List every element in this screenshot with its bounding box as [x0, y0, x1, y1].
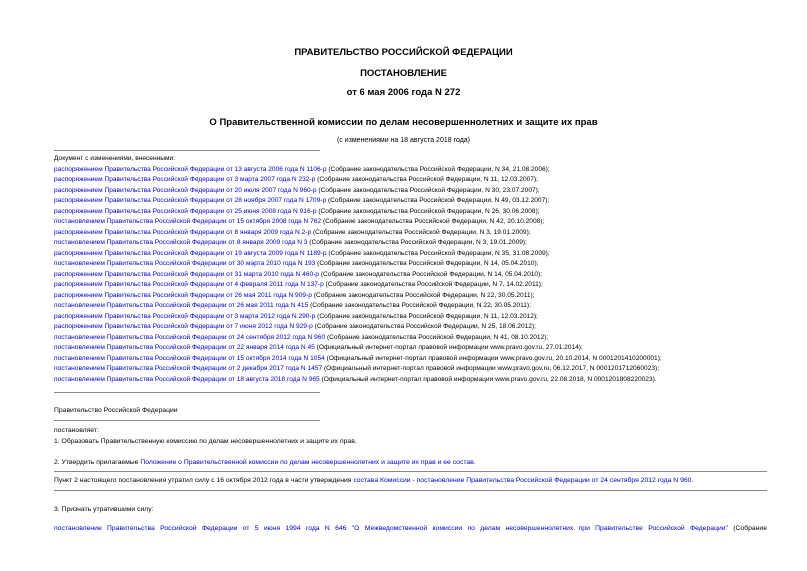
divider-note-top: [54, 471, 767, 472]
revision-note: (с изменениями на 18 августа 2018 года): [336, 137, 471, 144]
amendment-item: [54, 207, 794, 218]
amendment-link[interactable]: постановлением Правительства Российской Федерации от 8 января 2009 года N 3: [54, 239, 308, 246]
amendment-source: (Собрание законодательства Российской Федерации, N 11, 12.03.2007);: [315, 176, 538, 183]
amendment-source: (Собрание законодательства Российской Федерации, N 42, 20.10.2008);: [321, 218, 545, 225]
amendment-link[interactable]: постановлением Правительства Российской Федерации от 26 мая 2011 года N 415: [54, 302, 309, 309]
composition-link[interactable]: состава Комиссии - постановление Правительства Российской Федерации от 24 сентября 2012 года N 960: [353, 477, 692, 484]
amendment-item: [54, 312, 794, 323]
issuer: Правительство Российской Федерации: [54, 407, 178, 414]
amendment-source: (Собрание законодательства Российской Федерации, N 22, 30.05.2011);: [311, 291, 535, 299]
amendment-link[interactable]: распоряжением Правительства Российской Федерации от 3 марта 2007 года N 232-р: [54, 176, 316, 183]
amendment-source: (Собрание законодательства Российской Федерации, N 41, 08.10.2012);: [325, 333, 549, 341]
amendment-link[interactable]: постановлением Правительства Российской Федерации от 22 января 2014 года N 45: [54, 344, 315, 351]
government-heading: ПРАВИТЕЛЬСТВО РОССИЙСКОЙ ФЕДЕРАЦИИ: [294, 47, 513, 58]
amendment-source: (Официальный интернет-портал правовой информации www.pravo.gov.ru, 27.01.2014);: [314, 344, 583, 351]
amendment-item: [54, 217, 794, 228]
repealed-decree-link[interactable]: постановление Правительства Российской Федерации от 5 июня 1994 года N 646 "О Межведомственной комиссии по делам несовершеннолетних при Правительстве Российской Федерации": [54, 525, 728, 532]
amendment-item: [54, 175, 794, 186]
amendment-source: (Собрание законодательства Российской Федерации, N 14, 05.04.2010);: [315, 260, 539, 267]
paragraph-3: 3. Признать утратившими силу:: [54, 506, 154, 513]
amendment-link[interactable]: распоряжением Правительства Российской Федерации от 7 июня 2012 года N 929-р: [54, 323, 313, 330]
amendment-item: [54, 322, 794, 333]
document-title: О Правительственной комиссии по делам несовершеннолетних и защите их прав: [209, 117, 598, 128]
amendment-link[interactable]: постановлением Правительства Российской Федерации от 2 декабря 2017 года N 1457: [54, 365, 323, 372]
amendment-item: [54, 375, 794, 386]
divider-note-bottom: [54, 490, 767, 491]
amendment-source: (Собрание законодательства Российской Федерации, N 14, 05.04.2010);: [318, 270, 543, 278]
amendment-link[interactable]: постановлением Правительства Российской Федерации от 15 октября 2014 года N 1054: [54, 354, 325, 362]
amendment-source: (Собрание законодательства Российской Федерации, N 30, 23.07.2007);: [316, 186, 540, 194]
amendment-link[interactable]: распоряжением Правительства Российской Федерации от 31 марта 2010 года N 460-р: [54, 270, 319, 278]
amendment-link[interactable]: постановлением Правительства Российской Федерации от 18 августа 2018 года N 965: [54, 375, 320, 383]
repealed-item-tail: (Собрание: [727, 525, 767, 532]
amendment-link[interactable]: постановлением Правительства Российской Федерации от 30 марта 2010 года N 193: [54, 260, 316, 267]
paragraph-2-text: 2. Утвердить прилагаемые: [54, 459, 141, 466]
document-date-number: от 6 мая 2006 года N 272: [346, 87, 461, 98]
amendment-link[interactable]: постановлением Правительства Российской Федерации от 15 октября 2008 года N 762: [54, 218, 322, 225]
note-text: Пункт 2 настоящего постановления утратил силу с 16 октября 2012 года в части утверждения: [54, 477, 354, 484]
amendment-source: (Собрание законодательства Российской Федерации, N 34, 21.08.2006);: [326, 165, 550, 173]
amendment-source: (Собрание законодательства Российской Федерации, N 3, 19.01.2009);: [311, 228, 531, 236]
divider-top: [54, 150, 320, 151]
amendment-source: (Собрание законодательства Российской Федерации, N 35, 31.08.2009);: [326, 249, 550, 257]
amendment-item: [54, 228, 794, 239]
amendment-link[interactable]: распоряжением Правительства Российской Федерации от 13 августа 2006 года N 1106-р: [54, 165, 327, 173]
amendment-item: [54, 354, 794, 365]
amendment-item: [54, 238, 794, 249]
amendment-source: (Собрание законодательства Российской Федерации, N 49, 03.12.2007);: [326, 197, 550, 204]
amendment-item: [54, 301, 794, 312]
amendment-item: [54, 343, 794, 354]
amendment-item: [54, 280, 794, 291]
decrees-label: постановляет:: [54, 427, 99, 434]
note-end: .: [691, 477, 694, 484]
amendment-source: (Собрание законодательства Российской Федерации, N 22, 30.05.2011);: [308, 302, 531, 309]
amendment-link[interactable]: распоряжением Правительства Российской Федерации от 19 августа 2009 года N 1189-р: [54, 249, 327, 257]
paragraph-2-note: [54, 477, 693, 484]
amendment-item: [54, 196, 794, 207]
amendment-link[interactable]: распоряжением Правительства Российской Федерации от 8 января 2009 года N 2-р: [54, 228, 312, 236]
document-type: ПОСТАНОВЛЕНИЕ: [360, 68, 447, 79]
amendment-source: (Официальный интернет-портал правовой информации www.pravo.gov.ru, 06.12.2017, N 0001201712060023);: [322, 365, 660, 372]
amendment-source: (Собрание законодательства Российской Федерации, N 7, 14.02.2011);: [323, 281, 543, 288]
repealed-item: [54, 525, 767, 532]
amendment-link[interactable]: распоряжением Правительства Российской Федерации от 26 мая 2011 года N 909-р: [54, 291, 312, 299]
amendment-link[interactable]: распоряжением Правительства Российской Федерации от 4 февраля 2011 года N 137-р: [54, 281, 324, 288]
amendment-item: [54, 291, 794, 302]
amendment-item: [54, 186, 794, 197]
amendment-source: (Официальный интернет-портал правовой информации www.pravo.gov.ru, 22.08.2018, N 0001201808220023).: [319, 375, 657, 383]
amendment-source: (Собрание законодательства Российской Федерации, N 26, 30.06.2008);: [316, 207, 540, 215]
amendment-source: (Собрание законодательства Российской Федерации, N 25, 18.06.2012);: [312, 323, 536, 330]
amendment-link[interactable]: распоряжением Правительства Российской Федерации от 20 июля 2007 года N 960-р: [54, 186, 317, 194]
paragraph-2: [54, 459, 476, 466]
amendment-link[interactable]: постановлением Правительства Российской Федерации от 24 сентября 2012 года N 960: [54, 333, 326, 341]
amendment-source: (Собрание законодательства Российской Федерации, N 11, 12.03.2012);: [315, 312, 538, 320]
paragraph-1: 1. Образовать Правительственную комиссию по делам несовершеннолетних и защите их прав.: [54, 438, 357, 445]
regulation-link[interactable]: Положение о Правительственной комиссии по делам несовершеннолетних и защите их прав и ее состав: [140, 459, 474, 466]
amendment-item: [54, 249, 794, 260]
amendments-intro: Документ с изменениями, внесенными:: [54, 155, 176, 162]
paragraph-2-end: .: [473, 459, 476, 466]
amendment-link[interactable]: распоряжением Правительства Российской Федерации от 25 июня 2008 года N 916-р: [54, 207, 317, 215]
amendment-item: [54, 364, 794, 375]
amendment-source: (Официальный интернет-портал правовой информации www.pravo.gov.ru, 20.10.2014, N 0001201410200001);: [324, 354, 662, 362]
amendment-item: [54, 333, 794, 344]
divider-amendments-end: [54, 392, 320, 393]
divider-issuer: [54, 420, 320, 421]
amendment-item: [54, 270, 794, 281]
amendments-list: [54, 154, 794, 385]
amendment-item: [54, 259, 794, 270]
amendment-link[interactable]: распоряжением Правительства Российской Федерации от 3 марта 2012 года N 290-р: [54, 312, 316, 320]
amendment-link[interactable]: распоряжением Правительства Российской Федерации от 28 ноября 2007 года N 1709-р: [54, 197, 327, 204]
amendment-source: (Собрание законодательства Российской Федерации, N 3, 19.01.2009);: [307, 239, 527, 246]
amendment-item: [54, 165, 794, 176]
